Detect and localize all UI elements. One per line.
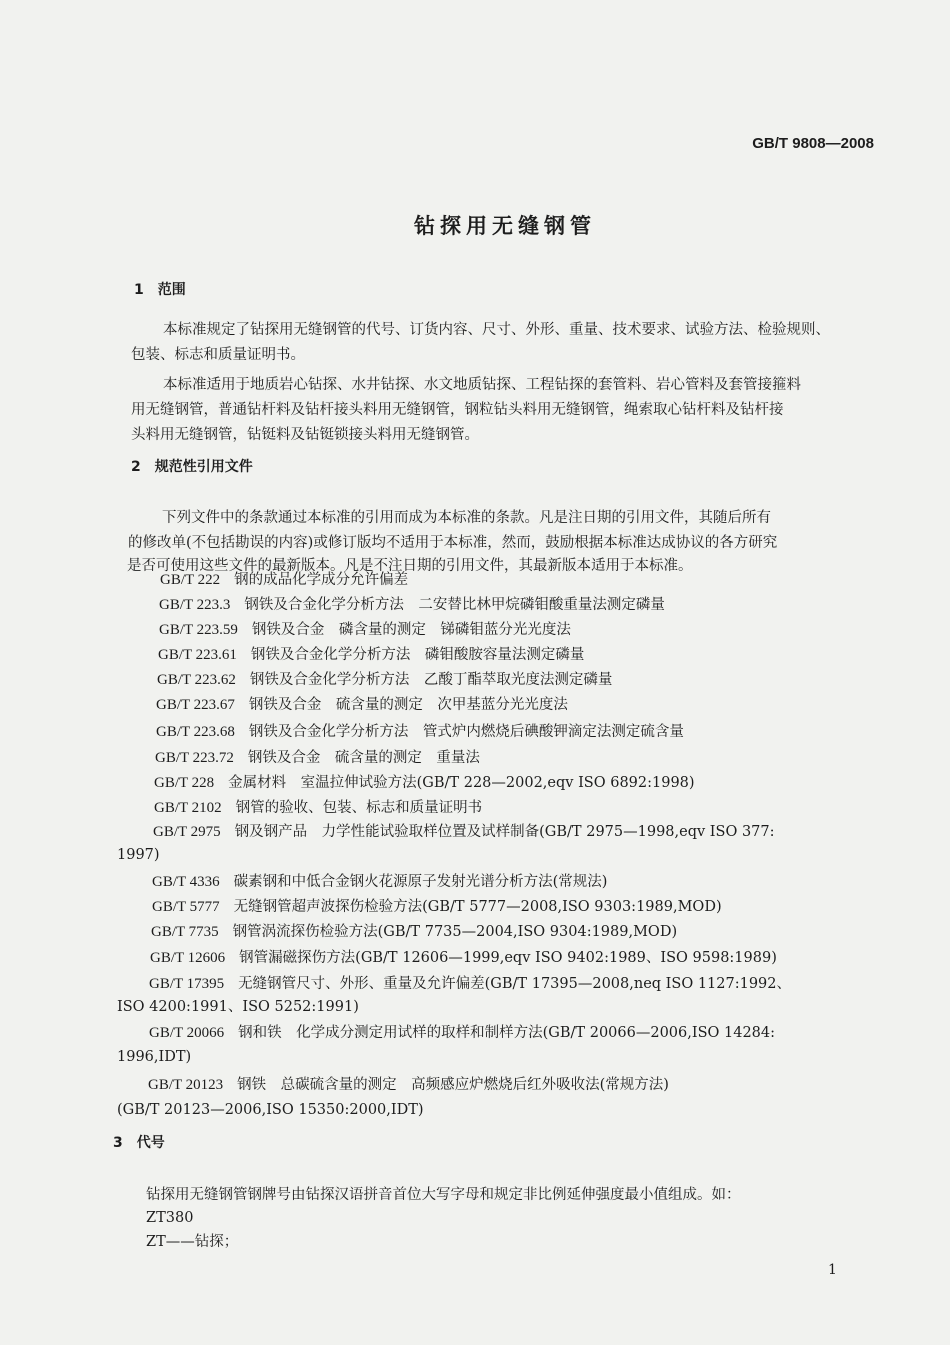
reference-code: GB/T 2975 [153, 824, 221, 840]
reference-item [150, 948, 777, 968]
paragraph-line: 头料用无缝钢管，钻铤料及钻铤锁接头料用无缝钢管。 [131, 427, 479, 443]
reference-item [154, 773, 695, 793]
reference-item [155, 748, 480, 768]
reference-title: 钢铁及合金 硫含量的测定 重量法 [247, 750, 480, 766]
reference-item [156, 722, 684, 742]
reference-continuation: 1996,IDT) [117, 1049, 192, 1065]
reference-continuation: 1997) [117, 847, 160, 863]
reference-code: GB/T 223.67 [156, 697, 235, 713]
code-definition: ZT——钻探； [146, 1234, 239, 1250]
reference-title: 钢管涡流探伤检验方法(GB/T 7735—2004,ISO 9304:1989,MOD) [232, 924, 678, 940]
reference-title: 钢和铁 化学成分测定用试样的取样和制样方法(GB/T 20066—2006,ISO 14284: [238, 1025, 776, 1041]
reference-item [159, 620, 571, 640]
reference-title: 金属材料 室温拉伸试验方法(GB/T 228—2002,eqv ISO 6892:1998) [228, 775, 695, 791]
reference-title: 钢铁 总碳硫含量的测定 高频感应炉燃烧后红外吸收法(常规方法) [237, 1077, 669, 1093]
reference-code: GB/T 20066 [149, 1025, 225, 1041]
paragraph-line: 本标准规定了钻探用无缝钢管的代号、订货内容、尺寸、外形、重量、技术要求、试验方法、检验规则、 [163, 322, 830, 338]
reference-item [159, 595, 665, 615]
reference-item [152, 872, 607, 892]
reference-code: GB/T 223.72 [155, 750, 234, 766]
reference-code: GB/T 223.59 [159, 622, 238, 638]
reference-title: 钢铁及合金化学分析方法 二安替比林甲烷磷钼酸重量法测定磷量 [244, 597, 665, 613]
reference-item [154, 798, 482, 818]
section-1-heading: 1 范围 [134, 282, 186, 298]
standard-number: GB/T 9808—2008 [752, 135, 874, 152]
paragraph-line: 包装、标志和质量证明书。 [131, 347, 305, 363]
reference-title: 钢管漏磁探伤方法(GB/T 12606—1999,eqv ISO 9402:1989、ISO 9598:1989) [239, 950, 777, 966]
reference-title: 钢及钢产品 力学性能试验取样位置及试样制备(GB/T 2975—1998,eqv ISO 377: [234, 824, 775, 840]
reference-title: 钢铁及合金 磷含量的测定 锑磷钼蓝分光光度法 [251, 622, 571, 638]
grade-example: ZT380 [146, 1210, 194, 1226]
reference-title: 钢的成品化学成分允许偏差 [234, 572, 409, 588]
section-2-heading: 2 规范性引用文件 [131, 459, 253, 475]
reference-title: 钢铁及合金化学分析方法 磷钼酸胺容量法测定磷量 [250, 647, 585, 663]
reference-title: 无缝钢管超声波探伤检验方法(GB/T 5777—2008,ISO 9303:1989,MOD) [233, 899, 722, 915]
reference-code: GB/T 228 [154, 775, 215, 791]
reference-item [149, 974, 791, 994]
reference-code: GB/T 20123 [148, 1077, 224, 1093]
reference-item [151, 922, 677, 942]
reference-code: GB/T 223.3 [159, 597, 231, 613]
reference-code: GB/T 222 [160, 572, 221, 588]
reference-title: 钢铁及合金化学分析方法 乙酸丁酯萃取光度法测定磷量 [249, 672, 613, 688]
reference-code: GB/T 17395 [149, 976, 225, 992]
reference-title: 钢管的验收、包装、标志和质量证明书 [235, 800, 483, 816]
reference-code: GB/T 5777 [152, 899, 220, 915]
reference-item [160, 570, 408, 590]
paragraph-line: 的修改单(不包括勘误的内容)或修订版均不适用于本标准，然而，鼓励根据本标准达成协议的各方研究 [128, 535, 778, 551]
reference-code: GB/T 223.62 [157, 672, 236, 688]
reference-code: GB/T 12606 [150, 950, 226, 966]
reference-item [149, 1023, 775, 1043]
paragraph-line: 钻探用无缝钢管钢牌号由钻探汉语拼音首位大写字母和规定非比例延伸强度最小值组成。如： [146, 1187, 741, 1203]
paragraph-line: 本标准适用于地质岩心钻探、水井钻探、水文地质钻探、工程钻探的套管料、岩心管料及套管接箍料 [163, 377, 801, 393]
reference-code: GB/T 7735 [151, 924, 219, 940]
reference-item [157, 670, 612, 690]
reference-code: GB/T 4336 [152, 874, 220, 890]
reference-code: GB/T 2102 [154, 800, 222, 816]
page-number: 1 [828, 1262, 837, 1278]
document-title: 钻探用无缝钢管 [414, 214, 596, 238]
reference-continuation: (GB/T 20123—2006,ISO 15350:2000,IDT) [117, 1102, 424, 1118]
reference-item [153, 822, 775, 842]
reference-title: 钢铁及合金化学分析方法 管式炉内燃烧后碘酸钾滴定法测定硫含量 [248, 724, 684, 740]
reference-title: 无缝钢管尺寸、外形、重量及允许偏差(GB/T 17395—2008,neq ISO 1127:1992、 [238, 976, 792, 992]
reference-code: GB/T 223.68 [156, 724, 235, 740]
paragraph-line: 用无缝钢管，普通钻杆料及钻杆接头料用无缝钢管，钢粒钻头料用无缝钢管，绳索取心钻杆料及钻杆接 [131, 402, 784, 418]
reference-continuation: ISO 4200:1991、ISO 5252:1991) [117, 999, 359, 1015]
reference-item [152, 897, 722, 917]
paragraph-line: 是否可使用这些文件的最新版本。凡是不注日期的引用文件，其最新版本适用于本标准。 [127, 558, 693, 574]
paragraph-line: 下列文件中的条款通过本标准的引用而成为本标准的条款。凡是注日期的引用文件，其随后所有 [162, 510, 771, 526]
reference-item [158, 645, 584, 665]
reference-code: GB/T 223.61 [158, 647, 237, 663]
reference-title: 碳素钢和中低合金钢火花源原子发射光谱分析方法(常规法) [233, 874, 608, 890]
section-3-heading: 3 代号 [113, 1135, 165, 1151]
reference-title: 钢铁及合金 硫含量的测定 次甲基蓝分光光度法 [248, 697, 568, 713]
reference-item [148, 1075, 669, 1095]
reference-item [156, 695, 568, 715]
